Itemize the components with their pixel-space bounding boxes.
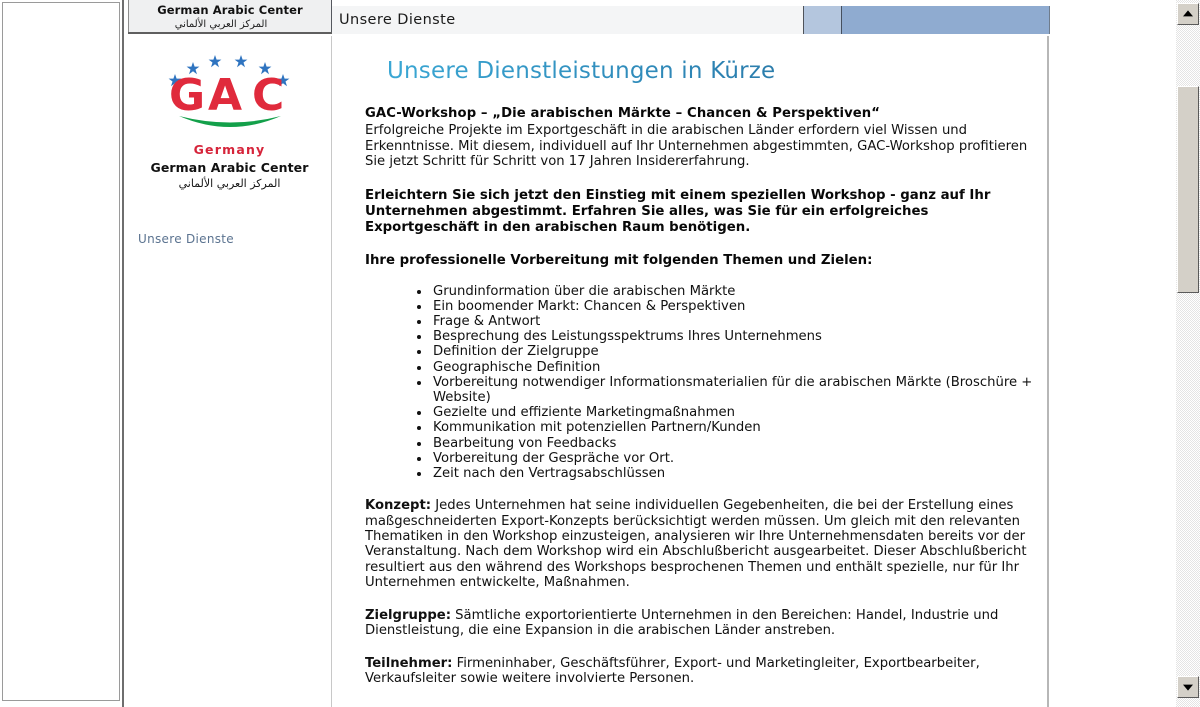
scroll-up-arrow-icon[interactable] (1177, 3, 1199, 25)
vertical-scrollbar[interactable] (1172, 0, 1200, 707)
list-item: Besprechung des Leistungsspektrums Ihres Unternehmens (417, 329, 1037, 344)
list-item: Zeit nach den Vertragsabschlüssen (417, 466, 1037, 481)
list-item: Definition der Zielgruppe (417, 344, 1037, 359)
list-item: Frage & Antwort (417, 314, 1037, 329)
header-frame (128, 0, 1050, 34)
list-item: Gezielte und effiziente Marketingmaßnahmen (417, 405, 1037, 420)
detail-section-label: Zielgruppe: (365, 607, 451, 623)
up-arrow-glyph (1183, 10, 1193, 16)
gac-logo-mark-icon (155, 48, 305, 130)
detail-section-text: Jedes Unternehmen hat seine individuellen Gegebenheiten, die bei der Erstellung eines maßgeschneiderten Export-Konzepts berücksichtigt werden müssen. Um gleich mit den relevanten Thematiken in den Workshop einzusteigen, analysieren wir Ihre Unternehmensdaten bereits vor der Veranstaltung. Nach dem Workshop wird ein Abschlußbericht ausgearbeitet. Dieser Abschlußbericht resultiert aus den während des Workshops besprochenen Themen und enthält spezielle, nur für Ihr Unternehmen entwickelte, Maßnahmen. (365, 498, 1027, 591)
scroll-down-arrow-icon[interactable] (1177, 676, 1199, 698)
workshop-title: GAC-Workshop – „Die arabischen Märkte – Chancen & Perspektiven“ (365, 106, 881, 121)
list-item: Ein boomender Markt: Chancen & Perspektiven (417, 299, 1037, 314)
callout-paragraph: Erleichtern Sie sich jetzt den Einstieg mit einem speziellen Workshop - ganz auf Ihr Unternehmen abgestimmt. Erfahren Sie alles, was Sie für ein erfolgreiches Exportgeschäft in den arabischen Raum benötigen. (365, 187, 991, 235)
header-blue-panel (842, 6, 1050, 34)
gac-letters (169, 70, 284, 121)
list-item: Kommunikation mit potenziellen Partnern/Kunden (417, 420, 1037, 435)
left-frame (0, 0, 124, 707)
detail-section-label: Teilnehmer: (365, 655, 453, 671)
brand-title: German Arabic Center (157, 2, 303, 17)
list-item: Vorbereitung notwendiger Informationsmaterialien für die arabischen Märkte (Broschüre + Website) (417, 375, 1037, 405)
brand-cell (128, 0, 332, 32)
svg-text:A: A (207, 70, 242, 121)
page-title: Unsere Dienste (339, 12, 456, 28)
detail-section-text: Firmeninhaber, Geschäftsführer, Export- und Marketingleiter, Exportbearbeiter, Verkaufsleiter sowie weitere involvierte Personen. (365, 655, 980, 686)
detail-section (365, 498, 1037, 590)
content-frame (333, 36, 1049, 707)
list-intro: Ihre professionelle Vorbereitung mit folgenden Themen und Zielen: (365, 252, 873, 268)
nav-link-list (128, 230, 331, 248)
list-item: Grundinformation über die arabischen Märkte (417, 284, 1037, 299)
detail-section (365, 656, 1037, 687)
page-heading: Unsere Dienstleistungen in Kürze (387, 58, 1037, 84)
intro-paragraph: Erfolgreiche Projekte im Exportgeschäft in die arabischen Länder erfordern viel Wissen und Erkenntnisse. Mit diesem, individuell auf Ihr Unternehmen abgestimmten, GAC-Workshop profitieren Sie jetzt Schritt für Schritt von 17 Jahren Insidererfahrung. (365, 123, 1028, 170)
list-item: Geographische Definition (417, 360, 1037, 375)
detail-section-label: Konzept: (365, 498, 432, 514)
svg-text:C: C (251, 70, 284, 121)
detail-sections (365, 498, 1037, 686)
page-title-bar (332, 6, 804, 34)
scrollbar-thumb[interactable] (1177, 86, 1199, 293)
down-arrow-glyph (1183, 685, 1193, 691)
content-body (333, 36, 1047, 686)
gac-logo (142, 48, 318, 190)
sidebar-item-unsere-dienste[interactable]: Unsere Dienste (138, 232, 234, 246)
list-item: Vorbereitung der Gespräche vor Ort. (417, 451, 1037, 466)
list-item: Bearbeitung von Feedbacks (417, 436, 1037, 451)
detail-section (365, 608, 1037, 639)
service-list (365, 284, 1037, 482)
header-accent-strip (804, 6, 842, 34)
logo-germany-label: Germany (193, 142, 266, 157)
svg-text:G: G (168, 70, 205, 121)
navigation-frame (128, 36, 332, 707)
left-frame-content (2, 2, 120, 701)
brand-title-arabic: المركز العربي الألماني (174, 18, 268, 30)
logo-name-label: German Arabic Center (150, 160, 309, 175)
detail-section-text: Sämtliche exportorientierte Unternehmen in den Bereichen: Handel, Industrie und Dienstleistung, die eine Expansion in die arabischen Länder anstreben. (365, 607, 999, 639)
logo-arabic-label: المركز العربي الألماني (178, 177, 281, 190)
